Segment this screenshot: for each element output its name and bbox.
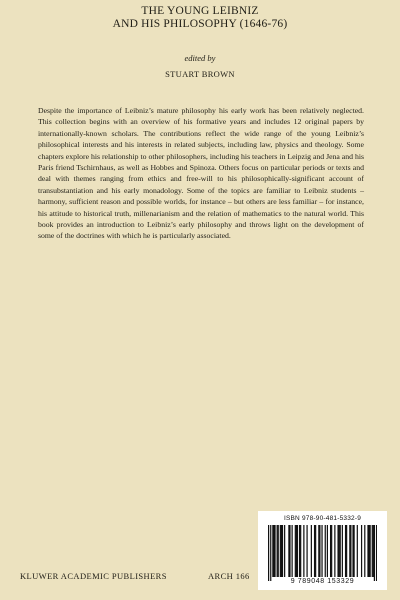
edited-by-label: edited by: [184, 53, 216, 63]
editor-name: STUART BROWN: [165, 69, 235, 79]
series-code: ARCH 166: [208, 571, 250, 581]
book-title: [0, 5, 400, 31]
description-paragraph: Despite the importance of Leibniz’s mature philosophy his early work has been relatively neglected. This collection begins with an overview of his formative years and includes 12 original papers by internationally-known scholars. The contributions reflect the wide range of the young Leibniz’s philosophical interests and his interests in related subjects, including law, physics and theology. Some chapters explore his relationship to other philosophers, including his teachers in Leipzig and Jena and his Paris friend Tschirnhaus, as well as Hobbes and Spinoza. Others focus on particular periods or texts and deal with themes ranging from ethics and free-will to his philosophically-significant account of transubstantiation and his early monadology. Some of the topics are familiar to Leibniz students – harmony, sufficient reason and possible worlds, for instance – but others are less familiar – for instance, his attitude to historical truth, millenarianism and the relation of mathematics to the natural world. This book provides an introduction to Leibniz’s early philosophy and throws light on the development of some of the doctrines with which he is particularly associated.: [38, 106, 364, 241]
barcode-digits: 9 789048 153329: [290, 578, 355, 585]
book-title-line-1: THE YOUNG LEIBNIZ: [141, 5, 259, 17]
isbn-label: ISBN 978-90-481-5332-9: [283, 515, 362, 522]
barcode-icon: [268, 525, 377, 581]
barcode-panel: [258, 511, 387, 590]
book-title-line-2: AND HIS PHILOSOPHY (1646-76): [112, 18, 288, 30]
publisher-name: KLUWER ACADEMIC PUBLISHERS: [20, 571, 167, 581]
